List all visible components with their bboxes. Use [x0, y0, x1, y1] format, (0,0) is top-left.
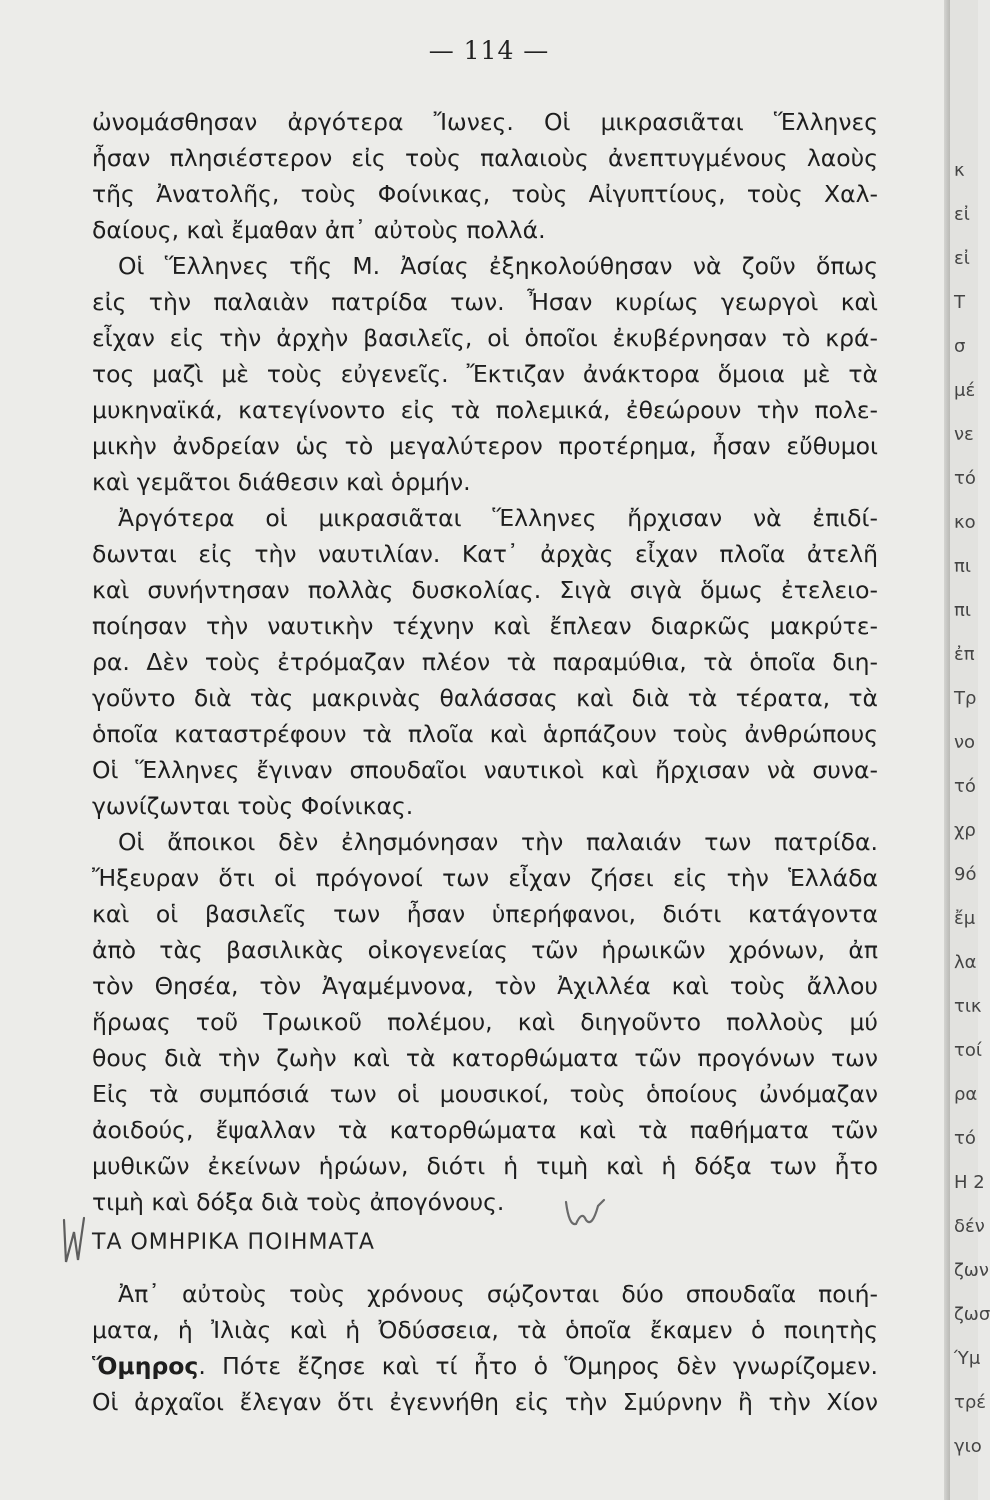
edge-fragment: τό	[954, 468, 976, 489]
text-line: τὸν Θησέα, τὸν Ἀγαμέμνονα, τὸν Ἀχιλλέα καὶ τοὺς ἄλλου	[92, 972, 878, 1000]
paragraph-line: Οἱ ἀρχαῖοι ἔλεγαν ὅτι ἐγεννήθη εἰς τὴν Σμύρνην ἢ τὴν Χίον	[92, 1388, 878, 1416]
next-page-edge	[950, 0, 990, 1500]
paragraph-line: ματα, ἡ Ἰλιὰς καὶ ἡ Ὀδύσσεια, τὰ ὁποῖα ἔκαμεν ὁ ποιητὴς	[92, 1316, 878, 1344]
text-line: ποίησαν τὴν ναυτικὴν τέχνην καὶ ἔπλεαν διαρκῶς μακρύτε-	[92, 612, 878, 640]
text-line: καὶ γεμᾶτοι διάθεσιν καὶ ὁρμήν.	[92, 468, 471, 496]
paragraph-line: Ἀπ᾽ αὐτοὺς τοὺς χρόνους σῴζονται δύο σπουδαῖα ποιή-	[118, 1280, 878, 1308]
edge-fragment: τοί	[954, 1040, 982, 1061]
paragraph-line-rest: . Πότε ἔζησε καὶ τί ἦτο ὁ Ὅμηρος δὲν γνωρίζομεν.	[198, 1352, 878, 1380]
edge-fragment: γιο	[954, 1436, 982, 1457]
edge-fragment: τό	[954, 1128, 976, 1149]
edge-fragment: Τρ	[954, 688, 977, 709]
edge-fragment: λα	[954, 952, 977, 973]
edge-fragment: σ	[954, 336, 966, 357]
text-line: Εἰς τὰ συμπόσιά των οἱ μουσικοί, τοὺς ὁποίους ὠνόμαζαν	[92, 1080, 878, 1108]
edge-fragment: πι	[954, 556, 971, 577]
text-line: καὶ συνήντησαν πολλὰς δυσκολίας. Σιγὰ σιγὰ ὅμως ἐτελειο-	[92, 576, 878, 604]
text-line: εἶχαν εἰς τὴν ἀρχὴν βασιλεῖς, οἱ ὁποῖοι ἐκυβέρνησαν τὸ κρά-	[92, 324, 878, 352]
text-line: τῆς Ἀνατολῆς, τοὺς Φοίνικας, τοὺς Αἰγυπτίους, τοὺς Χαλ-	[92, 180, 878, 208]
edge-fragment: ἐπ	[954, 644, 975, 665]
edge-fragment: ζωσ	[954, 1304, 990, 1325]
text-line: ἦσαν πλησιέστερον εἰς τοὺς παλαιοὺς ἀνεπτυγμένους λαοὺς	[92, 144, 878, 172]
page-number: — 114 —	[428, 36, 550, 65]
edge-fragment: ζων	[954, 1260, 989, 1281]
text-line: τιμὴ καὶ δόξα διὰ τοὺς ἀπογόνους.	[92, 1188, 505, 1216]
edge-fragment: πι	[954, 600, 971, 621]
text-line: δωνται εἰς τὴν ναυτιλίαν. Κατ᾽ ἀρχὰς εἶχαν πλοῖα ἀτελῆ	[92, 540, 878, 568]
edge-fragment: δέν	[954, 1216, 985, 1237]
edge-fragment: κο	[954, 512, 976, 533]
edge-fragment: νε	[954, 424, 974, 445]
edge-fragment: τρέ	[954, 1392, 986, 1413]
edge-fragment: εἰ	[954, 204, 970, 225]
text-line: Οἱ Ἕλληνες τῆς Μ. Ἀσίας ἐξηκολούθησαν νὰ ζοῦν ὅπως	[118, 252, 878, 280]
pencil-mark-icon	[56, 1212, 96, 1272]
edge-fragment: Η 2	[954, 1172, 985, 1193]
text-line: μυκηναϊκά, κατεγίνοντο εἰς τὰ πολεμικά, ἐθεώρουν τὴν πολε-	[92, 396, 878, 424]
text-line: καὶ οἱ βασιλεῖς των ἦσαν ὑπερήφανοι, διότι κατάγοντα	[92, 900, 878, 928]
text-line: τος μαζὶ μὲ τοὺς εὐγενεῖς. Ἔκτιζαν ἀνάκτορα ὅμοια μὲ τὰ	[92, 360, 878, 388]
text-line: μυθικῶν ἐκείνων ἡρώων, διότι ἡ τιμὴ καὶ ἡ δόξα των ἦτο	[92, 1152, 878, 1180]
text-line: ἀοιδούς, ἔψαλλαν τὰ κατορθώματα καὶ τὰ παθήματα τῶν	[92, 1116, 878, 1144]
paragraph-line	[92, 1348, 878, 1384]
text-line: ἀπὸ τὰς βασιλικὰς οἰκογενείας τῶν ἡρωικῶν χρόνων, ἀπ	[92, 936, 878, 964]
edge-fragment: χρ	[954, 820, 976, 841]
edge-fragment: Ύμ	[954, 1348, 981, 1369]
edge-fragment: ρα	[954, 1084, 978, 1105]
edge-fragment: 9ό	[954, 864, 977, 885]
text-line: γωνίζωνται τοὺς Φοίνικας.	[92, 792, 414, 820]
edge-fragment: Τ	[954, 292, 965, 313]
edge-fragment: εἰ	[954, 248, 970, 269]
edge-fragment: ἔμ	[954, 908, 976, 929]
author-name-bold: Ὅμηρος	[92, 1352, 199, 1380]
text-line: Ἤξευραν ὅτι οἱ πρόγονοί των εἶχαν ζήσει εἰς τὴν Ἑλλάδα	[92, 864, 878, 892]
text-line: Οἱ ἄποικοι δὲν ἐλησμόνησαν τὴν παλαιάν των πατρίδα.	[118, 828, 878, 856]
text-line: ρα. Δὲν τοὺς ἐτρόμαζαν πλέον τὰ παραμύθια, τὰ ὁποῖα διη-	[92, 648, 878, 676]
text-line: ὠνομάσθησαν ἀργότερα Ἴωνες. Οἱ μικρασιᾶται Ἕλληνες	[92, 108, 878, 136]
edge-fragment: μέ	[954, 380, 976, 401]
text-line: Οἱ Ἕλληνες ἔγιναν σπουδαῖοι ναυτικοὶ καὶ ἤρχισαν νὰ συνα-	[92, 756, 878, 784]
text-line: δαίους, καὶ ἔμαθαν ἀπ᾽ αὐτοὺς πολλά.	[92, 216, 546, 244]
edge-fragment: τικ	[954, 996, 982, 1017]
text-line: ἥρωας τοῦ Τρωικοῦ πολέμου, καὶ διηγοῦντο πολλοὺς μύ	[92, 1008, 878, 1036]
text-line: θους διὰ τὴν ζωὴν καὶ τὰ κατορθώματα τῶν προγόνων των	[92, 1044, 878, 1072]
text-line: ὁποῖα καταστρέφουν τὰ πλοῖα καὶ ἁρπάζουν τοὺς ἀνθρώπους	[92, 720, 878, 748]
section-heading: ΤΑ ΟΜΗΡΙΚΑ ΠΟΙΗΜΑΤΑ	[92, 1230, 375, 1255]
text-line: μικὴν ἀνδρείαν ὡς τὸ μεγαλύτερον προτέρημα, ἦσαν εὔθυμοι	[92, 432, 878, 460]
edge-fragment: τό	[954, 776, 976, 797]
text-line: γοῦντο διὰ τὰς μακρινὰς θαλάσσας καὶ διὰ τὰ τέρατα, τὰ	[92, 684, 878, 712]
edge-fragment: κ	[954, 160, 965, 181]
text-line: Ἀργότερα οἱ μικρασιᾶται Ἕλληνες ἤρχισαν νὰ ἐπιδί-	[118, 504, 878, 532]
edge-fragment: νο	[954, 732, 976, 753]
text-line: εἰς τὴν παλαιὰν πατρίδα των. Ἦσαν κυρίως γεωργοὶ καὶ	[92, 288, 878, 316]
